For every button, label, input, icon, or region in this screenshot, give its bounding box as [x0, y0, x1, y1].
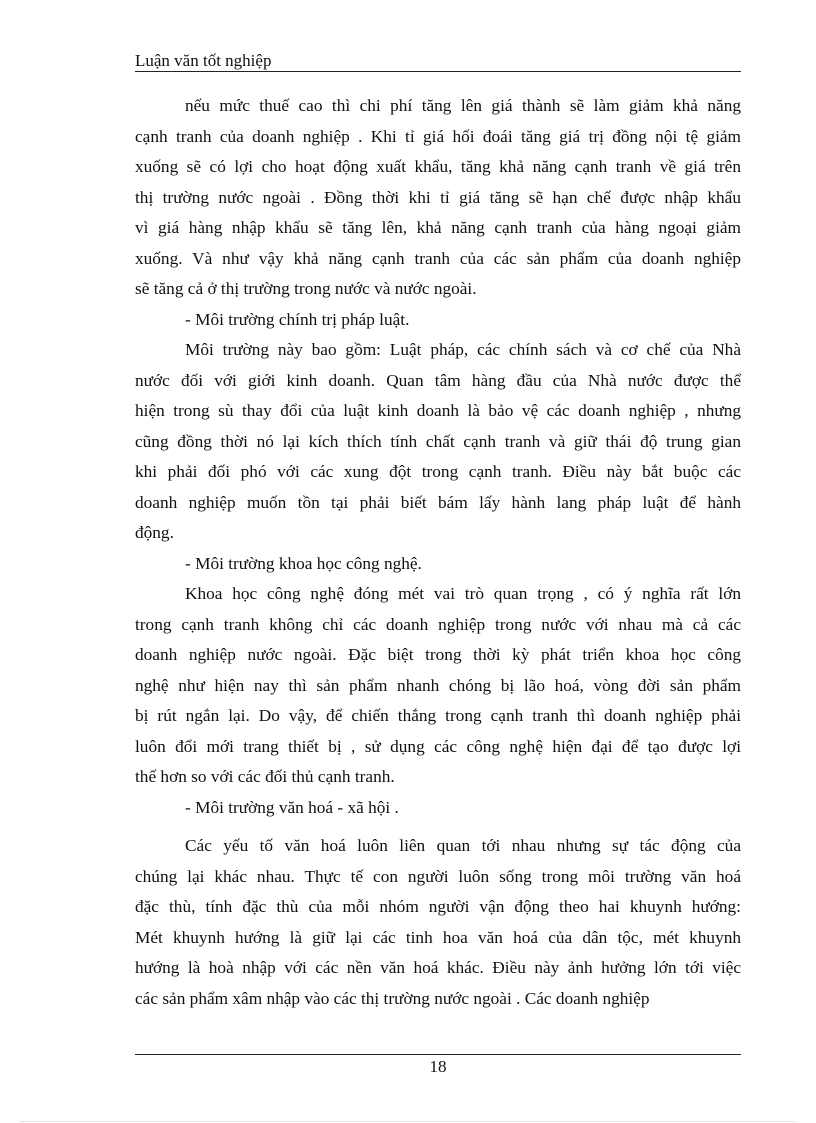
text-line: cạnh tranh của doanh nghiệp . Khi tỉ giá hối đoái tăng giá trị đồng nội tệ giảm	[135, 126, 741, 146]
text-line: doanh nghiệp nước ngoài. Đặc biệt trong thời kỳ phát triển khoa học công	[135, 645, 741, 664]
page-edge-dotted-line	[20, 1121, 796, 1122]
text-line: nghệ như hiện nay thì sản phẩm nhanh chóng bị lão hoá, vòng đời sản phẩm	[135, 675, 741, 695]
text-line: cũng đồng thời nó lại kích thích tính chất cạnh tranh và giữ thái độ trung gian	[135, 431, 741, 451]
text-line: Mét khuynh hướng là giữ lại các tinh hoa văn hoá của dân tộc, mét khuynh	[135, 927, 741, 947]
text-line: chúng lại khác nhau. Thực tế con người luôn sống trong môi trường văn hoá	[135, 866, 741, 886]
heading-science-technology: - Môi trường khoa học công nghệ.	[185, 553, 422, 573]
heading-political-legal: - Môi trường chính trị pháp luật.	[185, 309, 410, 329]
text-line: sẽ tăng cả ở thị trường trong nước và nước ngoài.	[135, 279, 477, 298]
text-line: Môi trường này bao gồm: Luật pháp, các chính sách và cơ chế của Nhà	[185, 340, 741, 359]
text-line: xuống. Và như vậy khả năng cạnh tranh của các sản phẩm của doanh nghiệp	[135, 248, 741, 268]
text-line: Các yếu tố văn hoá luôn liên quan tới nhau nhưng sự tác động của	[185, 836, 741, 855]
text-line: vì giá hàng nhập khẩu sẽ tăng lên, khả năng cạnh tranh của hàng ngoại giảm	[135, 218, 741, 237]
text-line: các sản phẩm xâm nhập vào các thị trường nước ngoài . Các doanh nghiệp	[135, 988, 650, 1008]
header-divider	[135, 71, 741, 72]
heading-culture-society: - Môi trường văn hoá - xã hội .	[185, 797, 399, 817]
text-line: thị trường nước ngoài . Đồng thời khi tỉ giá tăng sẽ hạn chế được nhập khẩu	[135, 187, 741, 207]
paragraph-exchange-rate	[135, 91, 741, 305]
text-line: thế hơn so với các đối thủ cạnh tranh.	[135, 767, 395, 786]
text-line: bị rút ngắn lại. Do vậy, để chiến thắng trong cạnh tranh thì doanh nghiệp phải	[135, 706, 741, 725]
text-line: hiện trong sù thay đổi của luật kinh doanh là bảo vệ các doanh nghiệp , nhưng	[135, 401, 741, 420]
running-header: Luận văn tốt nghiệp	[135, 51, 272, 70]
text-line: hướng là hoà nhập với các nền văn hoá khác. Điều này ảnh hưởng lớn tới việc	[135, 958, 741, 977]
paragraph-political-legal	[135, 335, 741, 549]
text-line: trong cạnh tranh không chỉ các doanh nghiệp trong nước với nhau mà cả các	[135, 614, 741, 634]
footer-divider	[135, 1054, 741, 1055]
text-line: doanh nghiệp muốn tồn tại phải biết bám lấy hành lang pháp luật để hành	[135, 492, 741, 512]
paragraph-gap	[135, 823, 741, 831]
document-body	[135, 91, 741, 1014]
text-line: động.	[135, 523, 174, 542]
text-line: khi phải đối phó với các xung đột trong cạnh tranh. Điều này bắt buộc các	[135, 462, 741, 481]
text-line: xuống sẽ có lợi cho hoạt động xuất khẩu, tăng khả năng cạnh tranh về giá trên	[135, 157, 741, 176]
paragraph-culture-society	[135, 831, 741, 1014]
text-line: Khoa học công nghệ đóng mét vai trò quan trọng , có ý nghĩa rất lớn	[185, 584, 741, 603]
text-line: nếu mức thuế cao thì chi phí tăng lên giá thành sẽ làm giảm khả năng	[185, 96, 741, 115]
paragraph-science-technology	[135, 579, 741, 793]
page-number: 18	[429, 1057, 447, 1076]
text-line: nước đối với giới kinh doanh. Quan tâm hàng đầu của Nhà nước được thể	[135, 370, 741, 390]
text-line: đặc thù, tính đặc thù của mỗi nhóm người vận động theo hai khuynh hướng:	[135, 897, 741, 916]
text-line: luôn đổi mới trang thiết bị , sử dụng các công nghệ hiện đại để tạo được lợi	[135, 736, 741, 756]
